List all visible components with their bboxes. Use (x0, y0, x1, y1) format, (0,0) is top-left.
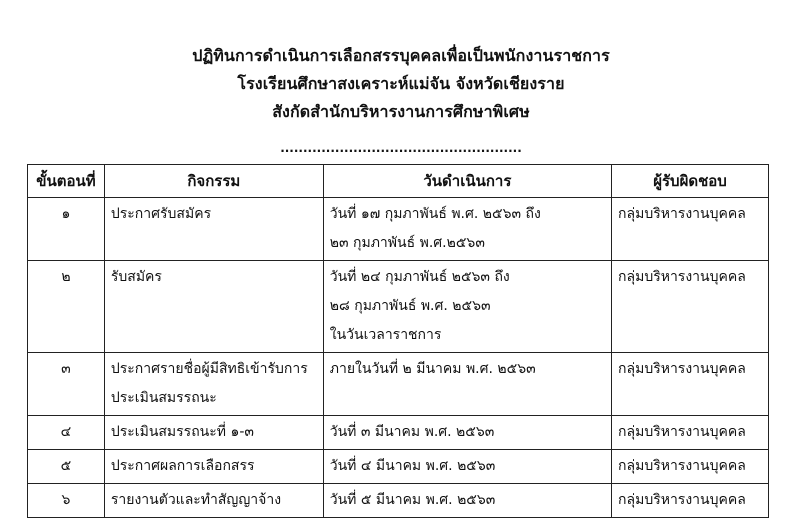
date-cell (323, 450, 611, 484)
activity-line: ประเมินสมรรถนะ (110, 390, 217, 406)
activity-cell (104, 450, 323, 484)
step-cell: ๒ (28, 261, 105, 353)
document-header (0, 42, 802, 154)
header-owner: ผู้รับผิดชอบ (612, 165, 769, 198)
table-row (28, 450, 769, 484)
title-line-2: โรงเรียนศึกษาสงเคราะห์แม่จัน จังหวัดเชียงราย (237, 74, 565, 93)
activity-line: รับสมัคร (110, 269, 162, 285)
activity-line: ประกาศรายชื่อผู้มีสิทธิเข้ารับการ (110, 361, 308, 377)
owner-cell: กลุ่มบริหารงานบุคคล (612, 198, 769, 261)
table-row (28, 416, 769, 450)
date-cell (323, 484, 611, 518)
date-line: วันที่ ๑๗ กุมภาพันธ์ พ.ศ. ๒๕๖๓ ถึง (329, 206, 541, 222)
title-line-1: ปฏิทินการดำเนินการเลือกสรรบุคคลเพื่อเป็นพนักงานราชการ (192, 46, 610, 65)
title-line-3: สังกัดสำนักบริหารงานการศึกษาพิเศษ (272, 102, 530, 121)
activity-line: รายงานตัวและทำสัญญาจ้าง (110, 492, 282, 508)
date-line: วันที่ ๒๔ กุมภาพันธ์ ๒๕๖๓ ถึง (329, 269, 510, 285)
header-date: วันดำเนินการ (323, 165, 611, 198)
owner-cell: กลุ่มบริหารงานบุคคล (612, 353, 769, 416)
header-step: ขั้นตอนที่ (28, 165, 105, 198)
step-cell: ๕ (28, 450, 105, 484)
header-activity: กิจกรรม (104, 165, 323, 198)
dotted-separator: ..................................................... (280, 141, 522, 155)
date-cell (323, 353, 611, 416)
date-cell (323, 416, 611, 450)
activity-cell (104, 353, 323, 416)
activity-line: ประเมินสมรรถนะที่ ๑-๓ (110, 424, 254, 440)
table-header-row (28, 165, 769, 198)
date-line: ๒๓ กุมภาพันธ์ พ.ศ.๒๕๖๓ (329, 235, 485, 251)
date-line: ๒๘ กุมภาพันธ์ พ.ศ. ๒๕๖๓ (329, 298, 491, 314)
date-cell (323, 198, 611, 261)
step-cell: ๑ (28, 198, 105, 261)
owner-cell: กลุ่มบริหารงานบุคคล (612, 416, 769, 450)
owner-cell: กลุ่มบริหารงานบุคคล (612, 261, 769, 353)
table-row (28, 198, 769, 261)
date-line: วันที่ ๕ มีนาคม พ.ศ. ๒๕๖๓ (329, 492, 496, 508)
schedule-table (27, 164, 769, 518)
owner-cell: กลุ่มบริหารงานบุคคล (612, 484, 769, 518)
activity-cell (104, 416, 323, 450)
activity-cell (104, 261, 323, 353)
activity-line: ประกาศรับสมัคร (110, 206, 212, 222)
activity-cell (104, 484, 323, 518)
step-cell: ๔ (28, 416, 105, 450)
table-row (28, 353, 769, 416)
date-cell (323, 261, 611, 353)
date-line: วันที่ ๓ มีนาคม พ.ศ. ๒๕๖๓ (329, 424, 495, 440)
step-cell: ๓ (28, 353, 105, 416)
table-row (28, 261, 769, 353)
activity-cell (104, 198, 323, 261)
date-line: วันที่ ๔ มีนาคม พ.ศ. ๒๕๖๓ (329, 458, 496, 474)
owner-cell: กลุ่มบริหารงานบุคคล (612, 450, 769, 484)
date-line: ภายในวันที่ ๒ มีนาคม พ.ศ. ๒๕๖๓ (329, 361, 536, 377)
date-line: ในวันเวลาราชการ (329, 327, 442, 343)
table-row (28, 484, 769, 518)
step-cell: ๖ (28, 484, 105, 518)
activity-line: ประกาศผลการเลือกสรร (110, 458, 255, 474)
